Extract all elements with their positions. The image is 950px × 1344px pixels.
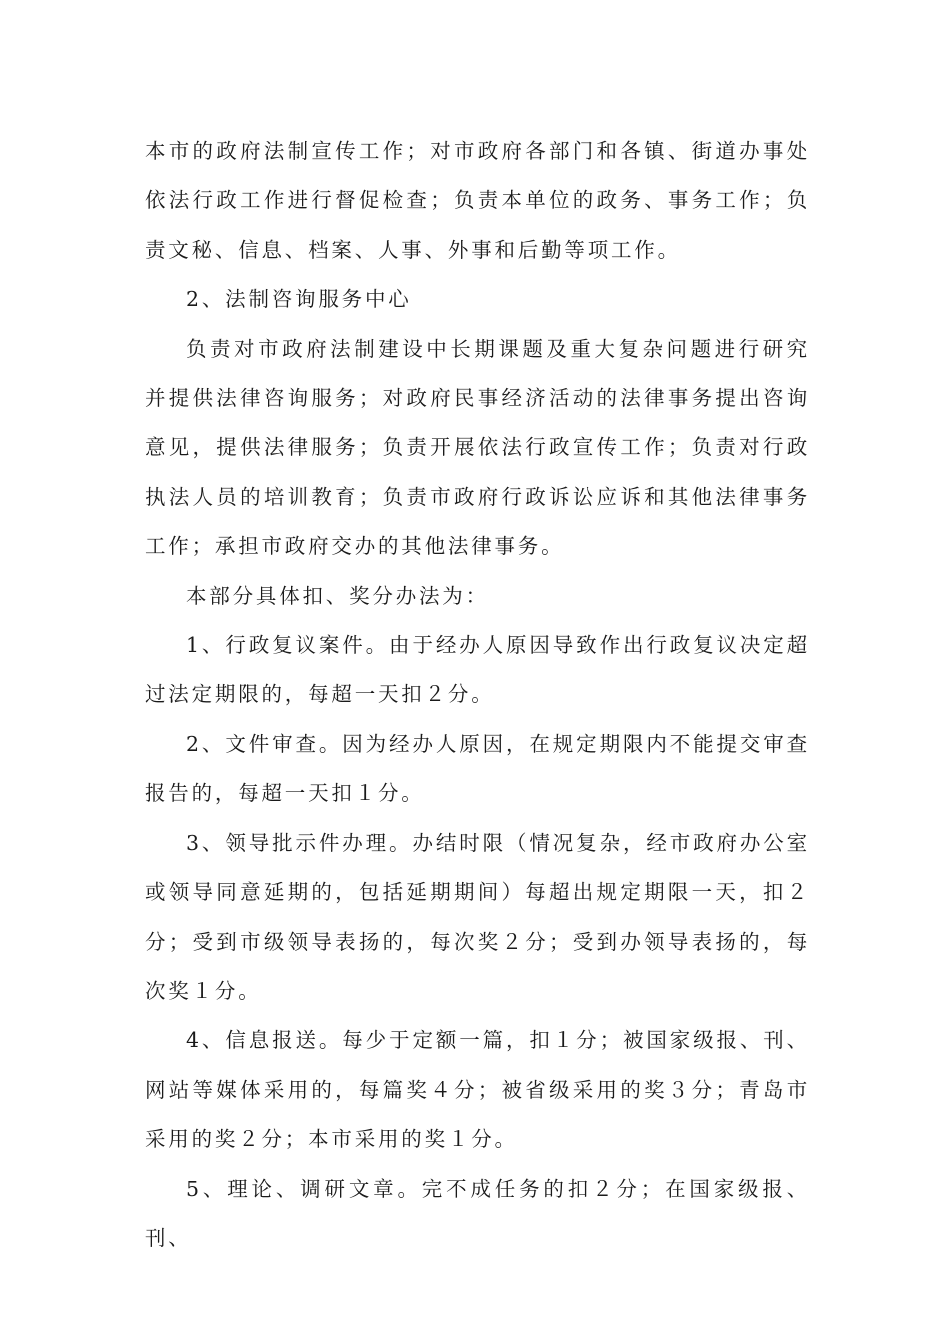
document-body xyxy=(145,127,810,1263)
paragraph-scoring-method-intro: 本部分具体扣、奖分办法为： xyxy=(186,583,489,608)
heading-legal-consulting-center: 2、法制咨询服务中心 xyxy=(186,287,412,312)
paragraph-item-admin-review: 1、行政复议案件。由于经办人原因导致作出行政复议决定超过法定期限的，每超一天扣２分。 xyxy=(145,633,810,707)
paragraph-item-info-reporting: 4、信息报送。每少于定额一篇，扣１分；被国家级报、刊、网站等媒体采用的，每篇奖４分；被省级采用的奖３分；青岛市采用的奖２分；本市采用的奖１分。 xyxy=(145,1028,810,1152)
paragraph-item-document-review: 2、文件审查。因为经办人原因，在规定期限内不能提交审查报告的，每超一天扣１分。 xyxy=(145,731,810,806)
paragraph-item-research-articles: 5、理论、调研文章。完不成任务的扣２分；在国家级报、刊、 xyxy=(145,1176,810,1250)
paragraph-consulting-center-duties: 负责对市政府法制建设中长期课题及重大复杂问题进行研究并提供法律咨询服务；对政府民事经济活动的法律事务提出咨询意见，提供法律服务；负责开展依法行政宣传工作；负责对行政执法人员的培训教育；负责市政府行政诉讼应诉和其他法律事务工作；承担市政府交办的其他法律事务。 xyxy=(145,336,810,559)
paragraph-item-leader-instructions: 3、领导批示件办理。办结时限（情况复杂，经市政府办公室或领导同意延期的，包括延期期间）每超出规定期限一天，扣２分；受到市级领导表扬的，每次奖２分；受到办领导表扬的，每次奖１分。 xyxy=(145,830,810,1003)
paragraph-office-duties-continued: 本市的政府法制宣传工作；对市政府各部门和各镇、街道办事处依法行政工作进行督促检查；负责本单位的政务、事务工作；负责文秘、信息、档案、人事、外事和后勤等项工作。 xyxy=(145,139,810,262)
